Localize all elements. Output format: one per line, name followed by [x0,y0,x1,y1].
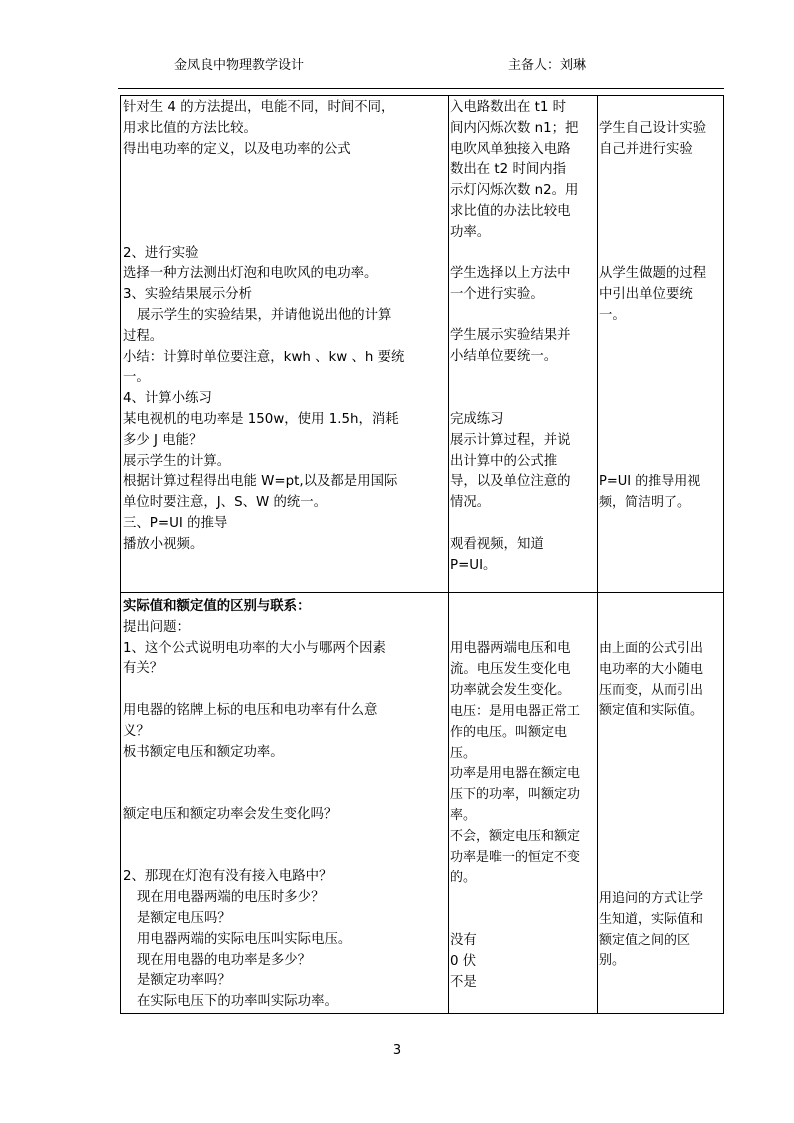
row2-section-title: 实际值和额定值的区别与联系： [123,599,311,614]
text-line: 学生自己设计实验 [599,121,707,136]
text-line: 没有 [450,933,477,948]
text-line: 用电器两端电压和电 [450,641,571,656]
row1-design-intent-low [599,472,723,514]
row2-teacher-activity [123,597,449,1013]
text-line: 的。 [450,870,477,886]
text-line: 完成练习 [450,412,504,427]
text-line: 额定电压和额定功率会发生变化吗？ [123,806,338,822]
text-line: 电功率的大小随电 [599,661,704,677]
text-line: 展示学生的实验结果，并请他说出他的计算 [137,307,392,323]
text-line: 过程。 [123,328,164,344]
header-left: 金凤良中物理教学设计 [174,58,305,73]
row1-design-intent-mid [599,264,723,326]
text-line: 流。电压发生变化电 [450,661,571,677]
row2-design-intent-top [599,639,723,722]
text-line [123,763,449,784]
text-line: 多少 J 电能？ [123,432,203,448]
text-line: 别。 [599,953,626,969]
text-line: 观看视频，知道 [450,536,544,552]
lesson-table [120,95,724,1014]
text-line: 选择一种方法测出灯泡和电吹风的电功率。 [123,266,378,282]
text-line: 2、那现在灯泡有没有接入电路中？ [123,869,333,885]
text-line: 率。 [450,807,477,823]
text-line [123,784,449,805]
text-line: P=UI。 [450,557,497,573]
text-line: 功率是用电器在额定电 [450,766,581,782]
row2-teacher-lines [123,618,449,1013]
text-line: 不是 [450,974,477,990]
text-line: 一个进行实验。 [450,286,544,302]
text-line: 三、P=UI 的推导 [123,515,228,531]
page-number: 3 [392,1043,402,1058]
text-line: 由上面的公式引出 [599,641,704,656]
text-line [450,514,595,535]
text-line: 某电视机的电功率是 150w，使用 1.5h，消耗 [123,411,399,427]
text-line: 0 伏 [450,953,477,969]
text-line: 用电器两端的实际电压叫实际电压。 [137,931,352,947]
text-line: 单位时要注意，J、S、W 的统一。 [123,495,328,511]
text-line: 不会，额定电压和额定 [450,828,581,844]
text-line: P=UI 的推导用视 [599,474,701,489]
text-line: 1、这个公式说明电功率的大小与哪两个因素 [123,640,386,656]
text-line: 频，简洁明了。 [599,494,691,510]
row1-student-activity-low [450,410,595,576]
text-line: 入电路数出在 t1 时 [450,100,567,115]
text-line: 数出在 t2 时间内指 [450,162,567,178]
row1-design-intent-top [599,119,723,161]
text-line [123,160,449,181]
text-line: 在实际电压下的功率叫实际功率。 [137,994,338,1010]
row1-student-activity-top [450,98,595,244]
row1-student-activity-mid [450,264,595,368]
row2-design-intent-low [599,889,723,972]
column-divider-2 [597,96,598,1013]
header-right: 主备人：刘琳 [508,58,587,73]
row1-teacher-activity [123,98,449,556]
text-line: 板书额定电压和额定功率。 [123,744,284,760]
text-line [123,223,449,244]
row2-student-activity-low [450,931,595,993]
text-line: 求比值的办法比较电 [450,203,571,219]
text-line: 额定值之间的区 [599,932,691,948]
text-line: 电吹风单独接入电路 [450,141,571,157]
text-line: 小结：计算时单位要注意，kwh 、kw 、h 要统 [123,349,405,365]
text-line: 压。 [450,745,477,761]
text-line [123,826,449,847]
text-line: 从学生做题的过程 [599,266,707,281]
text-line [450,306,595,327]
text-line: 功率就会发生变化。 [450,682,571,698]
text-line: 得出电功率的定义，以及电功率的公式 [123,141,351,157]
text-line: 现在用电器的电功率是多少？ [137,952,312,968]
text-line: 展示学生的计算。 [123,453,231,469]
text-line: 用追问的方式让学 [599,891,704,906]
text-line: 电压：是用电器正常工 [450,704,581,719]
text-line [123,680,449,701]
text-line: 是额定功率吗？ [137,973,231,989]
text-line: 2、进行实验 [123,245,199,261]
text-line: 义？ [123,723,150,739]
text-line: 有关？ [123,661,164,677]
text-line: 生知道，实际值和 [599,911,704,927]
text-line: 出计算中的公式推 [450,453,558,469]
text-line: 用求比值的方法比较。 [123,120,257,136]
row-divider [121,592,723,593]
text-line: 一。 [123,370,150,386]
row2-student-activity-mid [450,702,595,889]
text-line: 功率。 [450,224,491,240]
text-line [123,202,449,223]
text-line: 中引出单位要统 [599,286,693,302]
text-line: 用电器的铭牌上标的电压和电功率有什么意 [123,702,378,718]
text-line: 展示计算过程，并说 [450,432,571,448]
text-line: 3、实验结果展示分析 [123,287,253,303]
text-line: 一。 [599,307,626,323]
text-line: 额定值和实际值。 [599,703,704,719]
text-line [123,181,449,202]
text-line: 提出问题： [123,619,190,635]
text-line: 根据计算过程得出电能 W=pt,以及都是用国际 [123,474,398,490]
text-line: 4、计算小练习 [123,391,212,407]
text-line: 播放小视频。 [123,536,204,552]
text-line [123,847,449,868]
text-line: 自己并进行实验 [599,141,693,157]
text-line: 学生展示实验结果并 [450,328,571,344]
text-line: 是额定电压吗？ [137,910,231,926]
text-line: 压而变，从而引出 [599,682,704,698]
text-line: 现在用电器两端的电压时多少？ [137,890,325,906]
text-line: 间内闪烁次数 n1；把 [450,120,579,136]
header-rule [118,88,724,89]
row2-student-activity-top [450,639,595,701]
text-line: 功率是唯一的恒定不变 [450,849,581,865]
text-line: 学生选择以上方法中 [450,266,571,281]
text-line: 小结单位要统一。 [450,349,558,365]
text-line: 作的电压。叫额定电 [450,724,568,740]
text-line: 情况。 [450,495,491,511]
text-line: 示灯闪烁次数 n2。用 [450,183,579,199]
text-line: 针对生 4 的方法提出，电能不同，时间不同， [123,100,395,115]
text-line: 导，以及单位注意的 [450,474,571,490]
text-line: 压下的功率，叫额定功 [450,787,581,803]
